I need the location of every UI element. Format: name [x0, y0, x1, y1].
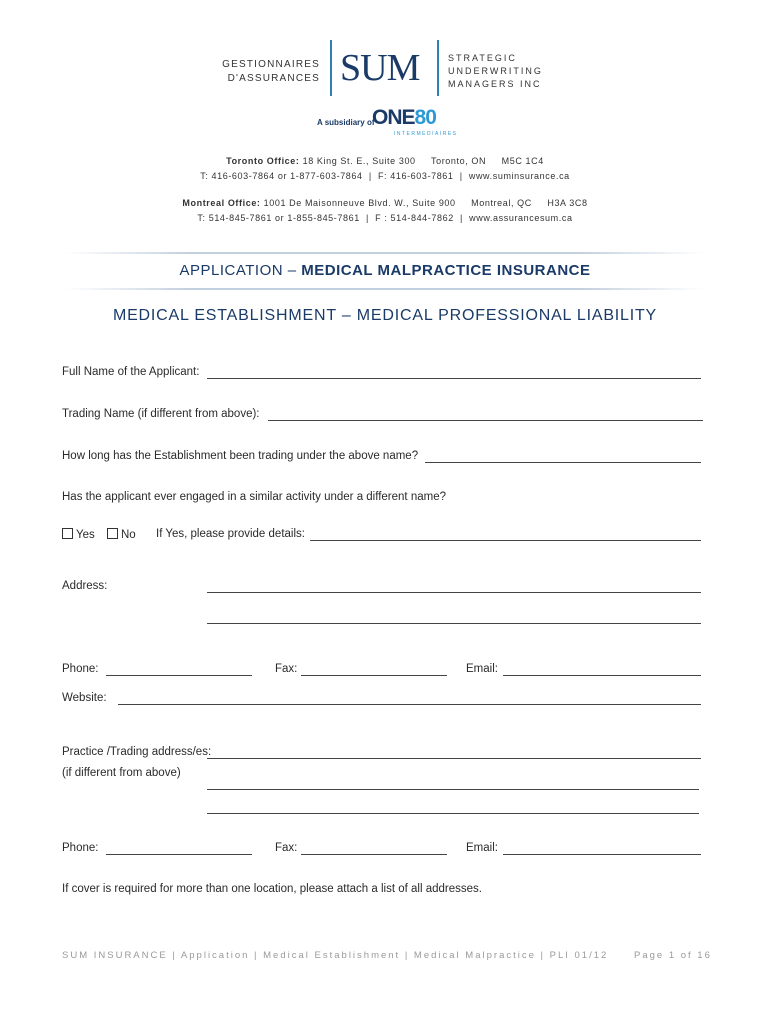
multiple-locations-note: If cover is required for more than one location, please attach a list of all addresses. — [62, 883, 482, 895]
yes-option[interactable]: Yes — [62, 528, 95, 541]
if-yes-label: If Yes, please provide details: — [156, 528, 305, 540]
similar-activity-question: Has the applicant ever engaged in a similar activity under a different name? — [62, 491, 446, 503]
fax-field[interactable] — [301, 675, 447, 676]
if-yes-details-field[interactable] — [310, 540, 701, 541]
toronto-office-contact: T: 416-603-7864 or 1-877-603-7864 | F: 416-603-7861 | www.suminsurance.ca — [200, 171, 570, 181]
phone-field[interactable] — [106, 675, 252, 676]
one80-subtitle: INTERMEDIAIRES — [394, 131, 458, 137]
subsidiary-text: A subsidiary of — [317, 118, 375, 127]
practice-address-field-line1[interactable] — [207, 758, 701, 759]
fax2-label: Fax: — [275, 842, 298, 854]
toronto-office-address: Toronto Office: 18 King St. E., Suite 300 Toronto, ON M5C 1C4 — [226, 156, 544, 166]
website-field[interactable] — [118, 704, 701, 705]
application-title: APPLICATION – MEDICAL MALPRACTICE INSURANCE — [179, 262, 591, 279]
email2-label: Email: — [466, 842, 498, 854]
trading-name-label: Trading Name (if different from above): — [62, 408, 260, 420]
footer-page-number: Page 1 of 16 — [634, 950, 712, 961]
practice-address-field-line3[interactable] — [207, 813, 699, 814]
logo-divider-right — [437, 40, 439, 96]
how-long-field[interactable] — [425, 462, 701, 463]
montreal-office-address: Montreal Office: 1001 De Maisonneuve Blvd. W., Suite 900 Montreal, QC H3A 3C8 — [182, 198, 588, 208]
email-field[interactable] — [503, 675, 701, 676]
phone-label: Phone: — [62, 663, 99, 675]
footer-document-id: SUM INSURANCE | Application | Medical Establishment | Medical Malpractice | PLI 01/12 — [62, 950, 609, 961]
address-label: Address: — [62, 580, 108, 592]
phone2-label: Phone: — [62, 842, 99, 854]
fax2-field[interactable] — [301, 854, 447, 855]
email2-field[interactable] — [503, 854, 701, 855]
if-different-note: (if different from above) — [62, 767, 181, 779]
no-checkbox[interactable] — [107, 528, 118, 539]
title-rule-bottom — [65, 288, 705, 290]
no-option[interactable]: No — [107, 528, 136, 541]
phone2-field[interactable] — [106, 854, 252, 855]
one80-logo: ONE80 — [372, 106, 436, 129]
full-name-label: Full Name of the Applicant: — [62, 366, 200, 378]
logo-sum: SUM — [340, 47, 420, 89]
full-name-field[interactable] — [207, 378, 701, 379]
address-field-line2[interactable] — [207, 623, 701, 624]
form-subtitle: MEDICAL ESTABLISHMENT – MEDICAL PROFESSIONAL LIABILITY — [112, 307, 658, 324]
title-rule-top — [65, 252, 705, 254]
trading-name-field[interactable] — [268, 420, 703, 421]
website-label: Website: — [62, 692, 107, 704]
how-long-label: How long has the Establishment been trading under the above name? — [62, 450, 419, 462]
logo-english-name: STRATEGIC UNDERWRITING MANAGERS INC — [448, 53, 543, 89]
address-field-line1[interactable] — [207, 592, 701, 593]
montreal-office-contact: T: 514-845-7861 or 1-855-845-7861 | F : 514-844-7862 | www.assurancesum.ca — [197, 213, 573, 223]
practice-address-field-line2[interactable] — [207, 789, 699, 790]
email-label: Email: — [466, 663, 498, 675]
practice-address-label: Practice /Trading address/es: — [62, 746, 212, 758]
logo-divider-left — [330, 40, 332, 96]
logo-french-name: GESTIONNAIRES D'ASSURANCES — [222, 59, 320, 84]
fax-label: Fax: — [275, 663, 298, 675]
yes-checkbox[interactable] — [62, 528, 73, 539]
